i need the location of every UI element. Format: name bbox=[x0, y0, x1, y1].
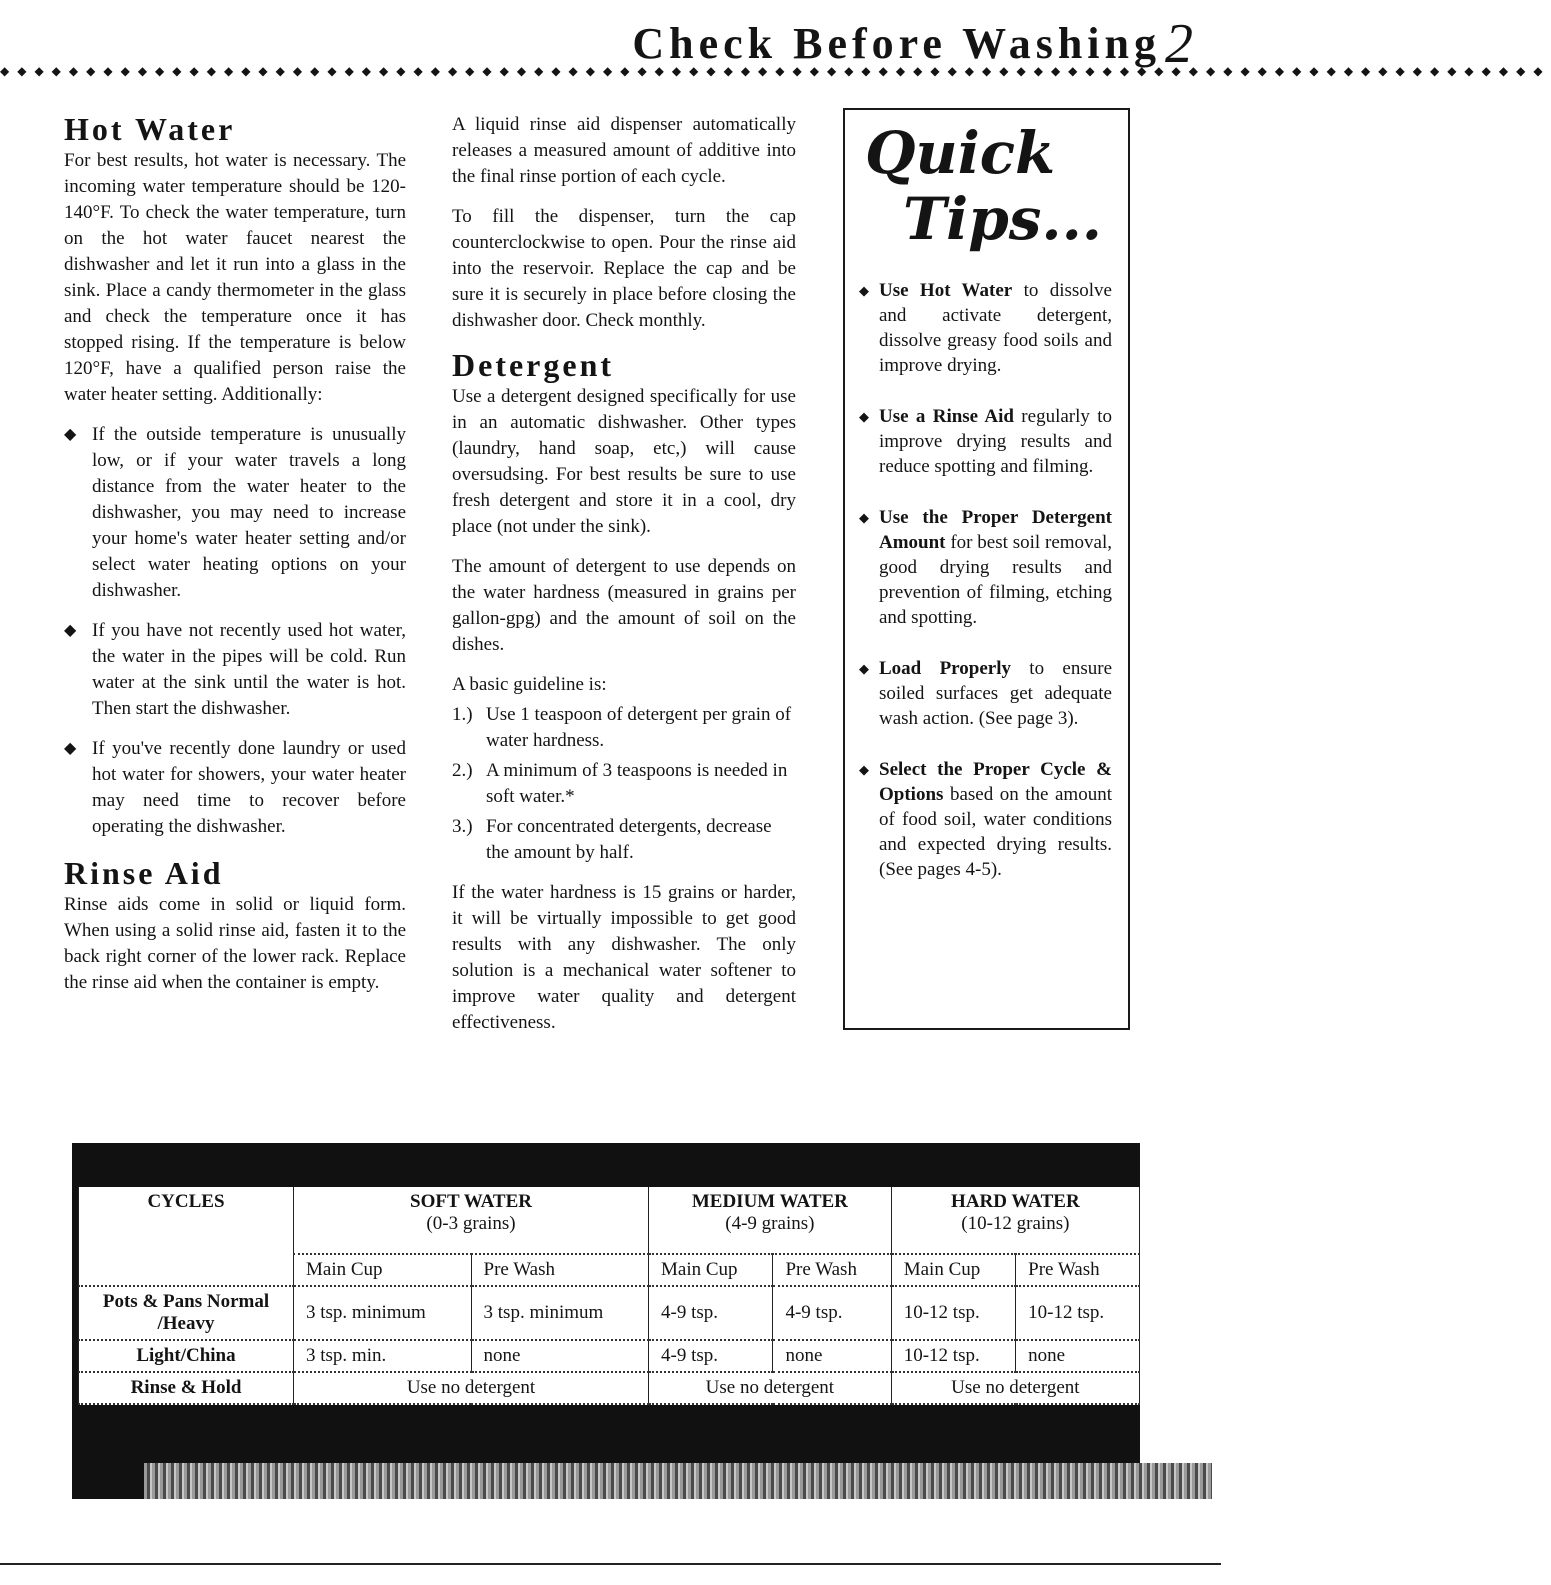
quick-tips-title bbox=[865, 120, 1112, 252]
subheader-cell: Main Cup bbox=[294, 1254, 472, 1286]
tip-bold: Use Hot Water bbox=[879, 280, 1013, 301]
header-cycles: CYCLES bbox=[79, 1187, 294, 1286]
detergent-table-frame bbox=[72, 1143, 1140, 1499]
page-title: Check Before Washing bbox=[632, 19, 1161, 68]
list-item bbox=[452, 814, 796, 866]
cycle-cell: Pots & Pans Normal /Heavy bbox=[79, 1286, 294, 1340]
list-item bbox=[452, 702, 796, 754]
list-item bbox=[859, 404, 1112, 479]
rinse-fill-text: To fill the dispenser, turn the cap counterclockwise to open. Pour the rinse aid into the reservoir. Replace the cap and be sure it is securely in place before closing the dishwasher door. Check monthly. bbox=[452, 206, 796, 331]
table-row bbox=[79, 1286, 1140, 1340]
table-row bbox=[79, 1340, 1140, 1372]
subheader-cell: Pre Wash bbox=[1016, 1254, 1140, 1286]
list-item bbox=[859, 656, 1112, 731]
header-hard-water: HARD WATER (10-12 grains) bbox=[891, 1187, 1139, 1254]
table-cell: 4-9 tsp. bbox=[649, 1286, 773, 1340]
bottom-divider bbox=[0, 1563, 1221, 1565]
tip-bold: Load Properly bbox=[879, 658, 1011, 679]
tip-text: for best soil removal, good drying results and prevention of filming, etching and spotting. bbox=[879, 532, 1112, 628]
table-header-row bbox=[79, 1187, 1140, 1254]
list-item bbox=[859, 505, 1112, 630]
step-number: 2.) bbox=[452, 760, 473, 781]
detergent-text-3: If the water hardness is 15 grains or harder, it will be virtually impossible to get good results with any dishwasher. The only solution is a mechanical water softener to improve water quality and detergent effectiveness. bbox=[452, 882, 796, 1033]
table-cell: 10-12 tsp. bbox=[891, 1340, 1015, 1372]
cycle-cell: Light/China bbox=[79, 1340, 294, 1372]
step-number: 3.) bbox=[452, 816, 473, 837]
list-item bbox=[452, 758, 796, 810]
step-text: Use 1 teaspoon of detergent per grain of water hardness. bbox=[486, 704, 792, 751]
table-cell: 3 tsp. min. bbox=[294, 1340, 472, 1372]
hot-water-bullets bbox=[64, 422, 406, 840]
quick-tips-title-line2: Tips... bbox=[903, 185, 1102, 253]
table-cell: Use no detergent bbox=[649, 1372, 892, 1404]
detergent-text-1: Use a detergent designed specifically for use in an automatic dishwasher. Other types (laundry, hand soap, etc,) will cause oversudsing. For best results be sure to use fresh detergent and store it in a cool, dry place (not under the sink). bbox=[452, 386, 796, 537]
heading-rinse-aid: Rinse Aid bbox=[64, 855, 224, 891]
header-soft-water: SOFT WATER (0-3 grains) bbox=[294, 1187, 649, 1254]
cycle-cell: Rinse & Hold bbox=[79, 1372, 294, 1404]
table-cell: 4-9 tsp. bbox=[773, 1286, 891, 1340]
list-item: ◆ If you have not recently used hot water, the water in the pipes will be cold. Run water at the sink until the water is hot. Then start the dishwasher. bbox=[64, 618, 406, 722]
subheader-cell: Pre Wash bbox=[773, 1254, 891, 1286]
table-cell: 3 tsp. minimum bbox=[294, 1286, 472, 1340]
page-number: 2 bbox=[1165, 12, 1193, 75]
list-item bbox=[859, 278, 1112, 378]
table-cell: none bbox=[471, 1340, 649, 1372]
list-item: ◆ If you've recently done laundry or used hot water for showers, your water heater may need time to recover before operating the dishwasher. bbox=[64, 736, 406, 840]
guideline-steps bbox=[452, 702, 796, 866]
table-cell: Use no detergent bbox=[891, 1372, 1139, 1404]
heading-detergent: Detergent bbox=[452, 347, 615, 383]
table-cell: 4-9 tsp. bbox=[649, 1340, 773, 1372]
subheader-cell: Main Cup bbox=[891, 1254, 1015, 1286]
tip-text: regularly to improve drying results and reduce spotting and filming. bbox=[879, 406, 1112, 477]
tip-bold: Use a Rinse Aid bbox=[879, 406, 1014, 427]
diamond-divider: ◆◆◆◆◆◆◆◆◆◆◆◆◆◆◆◆◆◆◆◆◆◆◆◆◆◆◆◆◆◆◆◆◆◆◆◆◆◆◆◆◆◆◆◆◆◆◆◆◆◆◆◆◆◆◆◆◆◆◆◆◆◆◆◆◆◆◆◆◆◆◆◆◆◆◆◆◆◆◆◆◆◆◆◆◆◆◆◆◆◆ bbox=[0, 64, 1551, 78]
tip-text: based on the amount of food soil, water conditions and expected drying results. (See pages 4-5). bbox=[879, 784, 1112, 880]
column-hot-water bbox=[64, 111, 406, 1010]
column-detergent bbox=[452, 112, 796, 1050]
rinse-dispenser-text: A liquid rinse aid dispenser automatically releases a measured amount of additive into the final rinse portion of each cycle. bbox=[452, 114, 796, 187]
tip-text: to ensure soiled surfaces get adequate wash action. (See page 3). bbox=[879, 658, 1112, 729]
table-cell: none bbox=[773, 1340, 891, 1372]
table-cell: 10-12 tsp. bbox=[891, 1286, 1015, 1340]
list-item: ◆ If the outside temperature is unusually low, or if your water travels a long distance from the water heater to the dishwasher, you may need to increase your home's water heater setting and/or select water heating options on your dishwasher. bbox=[64, 422, 406, 604]
table-cell: Use no detergent bbox=[294, 1372, 649, 1404]
heading-hot-water: Hot Water bbox=[64, 111, 236, 147]
step-number: 1.) bbox=[452, 704, 473, 725]
subheader-cell: Main Cup bbox=[649, 1254, 773, 1286]
table-row bbox=[79, 1372, 1140, 1404]
tip-bold: Use the Proper Detergent Amount bbox=[879, 507, 1112, 553]
guideline-intro: A basic guideline is: bbox=[452, 674, 607, 695]
step-text: A minimum of 3 teaspoons is needed in soft water.* bbox=[486, 760, 788, 807]
table-footer-strip bbox=[144, 1463, 1212, 1499]
detergent-text-2: The amount of detergent to use depends on the water hardness (measured in grains per gallon-gpg) and the amount of soil on the dishes. bbox=[452, 556, 796, 655]
table-cell: 3 tsp. minimum bbox=[471, 1286, 649, 1340]
quick-tips-box bbox=[843, 108, 1130, 1030]
subheader-cell: Pre Wash bbox=[471, 1254, 649, 1286]
header-medium-water: MEDIUM WATER (4-9 grains) bbox=[649, 1187, 892, 1254]
tip-text: to dissolve and activate detergent, dissolve greasy food soils and improve drying. bbox=[879, 280, 1112, 376]
list-item bbox=[859, 757, 1112, 882]
step-text: For concentrated detergents, decrease the amount by half. bbox=[486, 816, 772, 863]
table-cell: none bbox=[1016, 1340, 1140, 1372]
hot-water-intro: For best results, hot water is necessary. The incoming water temperature should be 120-140°F. To check the water temperature, turn on the hot water faucet nearest the dishwasher and let it run into a glass in the sink. Place a candy thermometer in the glass and check the temperature once it has stopped rising. If the temperature is below 120°F, have a qualified person raise the water heater setting. Additionally: bbox=[64, 150, 406, 405]
quick-tips-title-line1: Quick bbox=[865, 119, 1056, 187]
detergent-table bbox=[78, 1187, 1140, 1405]
table-cell: 10-12 tsp. bbox=[1016, 1286, 1140, 1340]
quick-tips-list bbox=[859, 278, 1112, 882]
rinse-aid-text: Rinse aids come in solid or liquid form. When using a solid rinse aid, fasten it to the back right corner of the lower rack. Replace the rinse aid when the container is empty. bbox=[64, 894, 406, 993]
page-header bbox=[632, 12, 1193, 75]
tip-bold: Select the Proper Cycle & Options bbox=[879, 759, 1112, 805]
